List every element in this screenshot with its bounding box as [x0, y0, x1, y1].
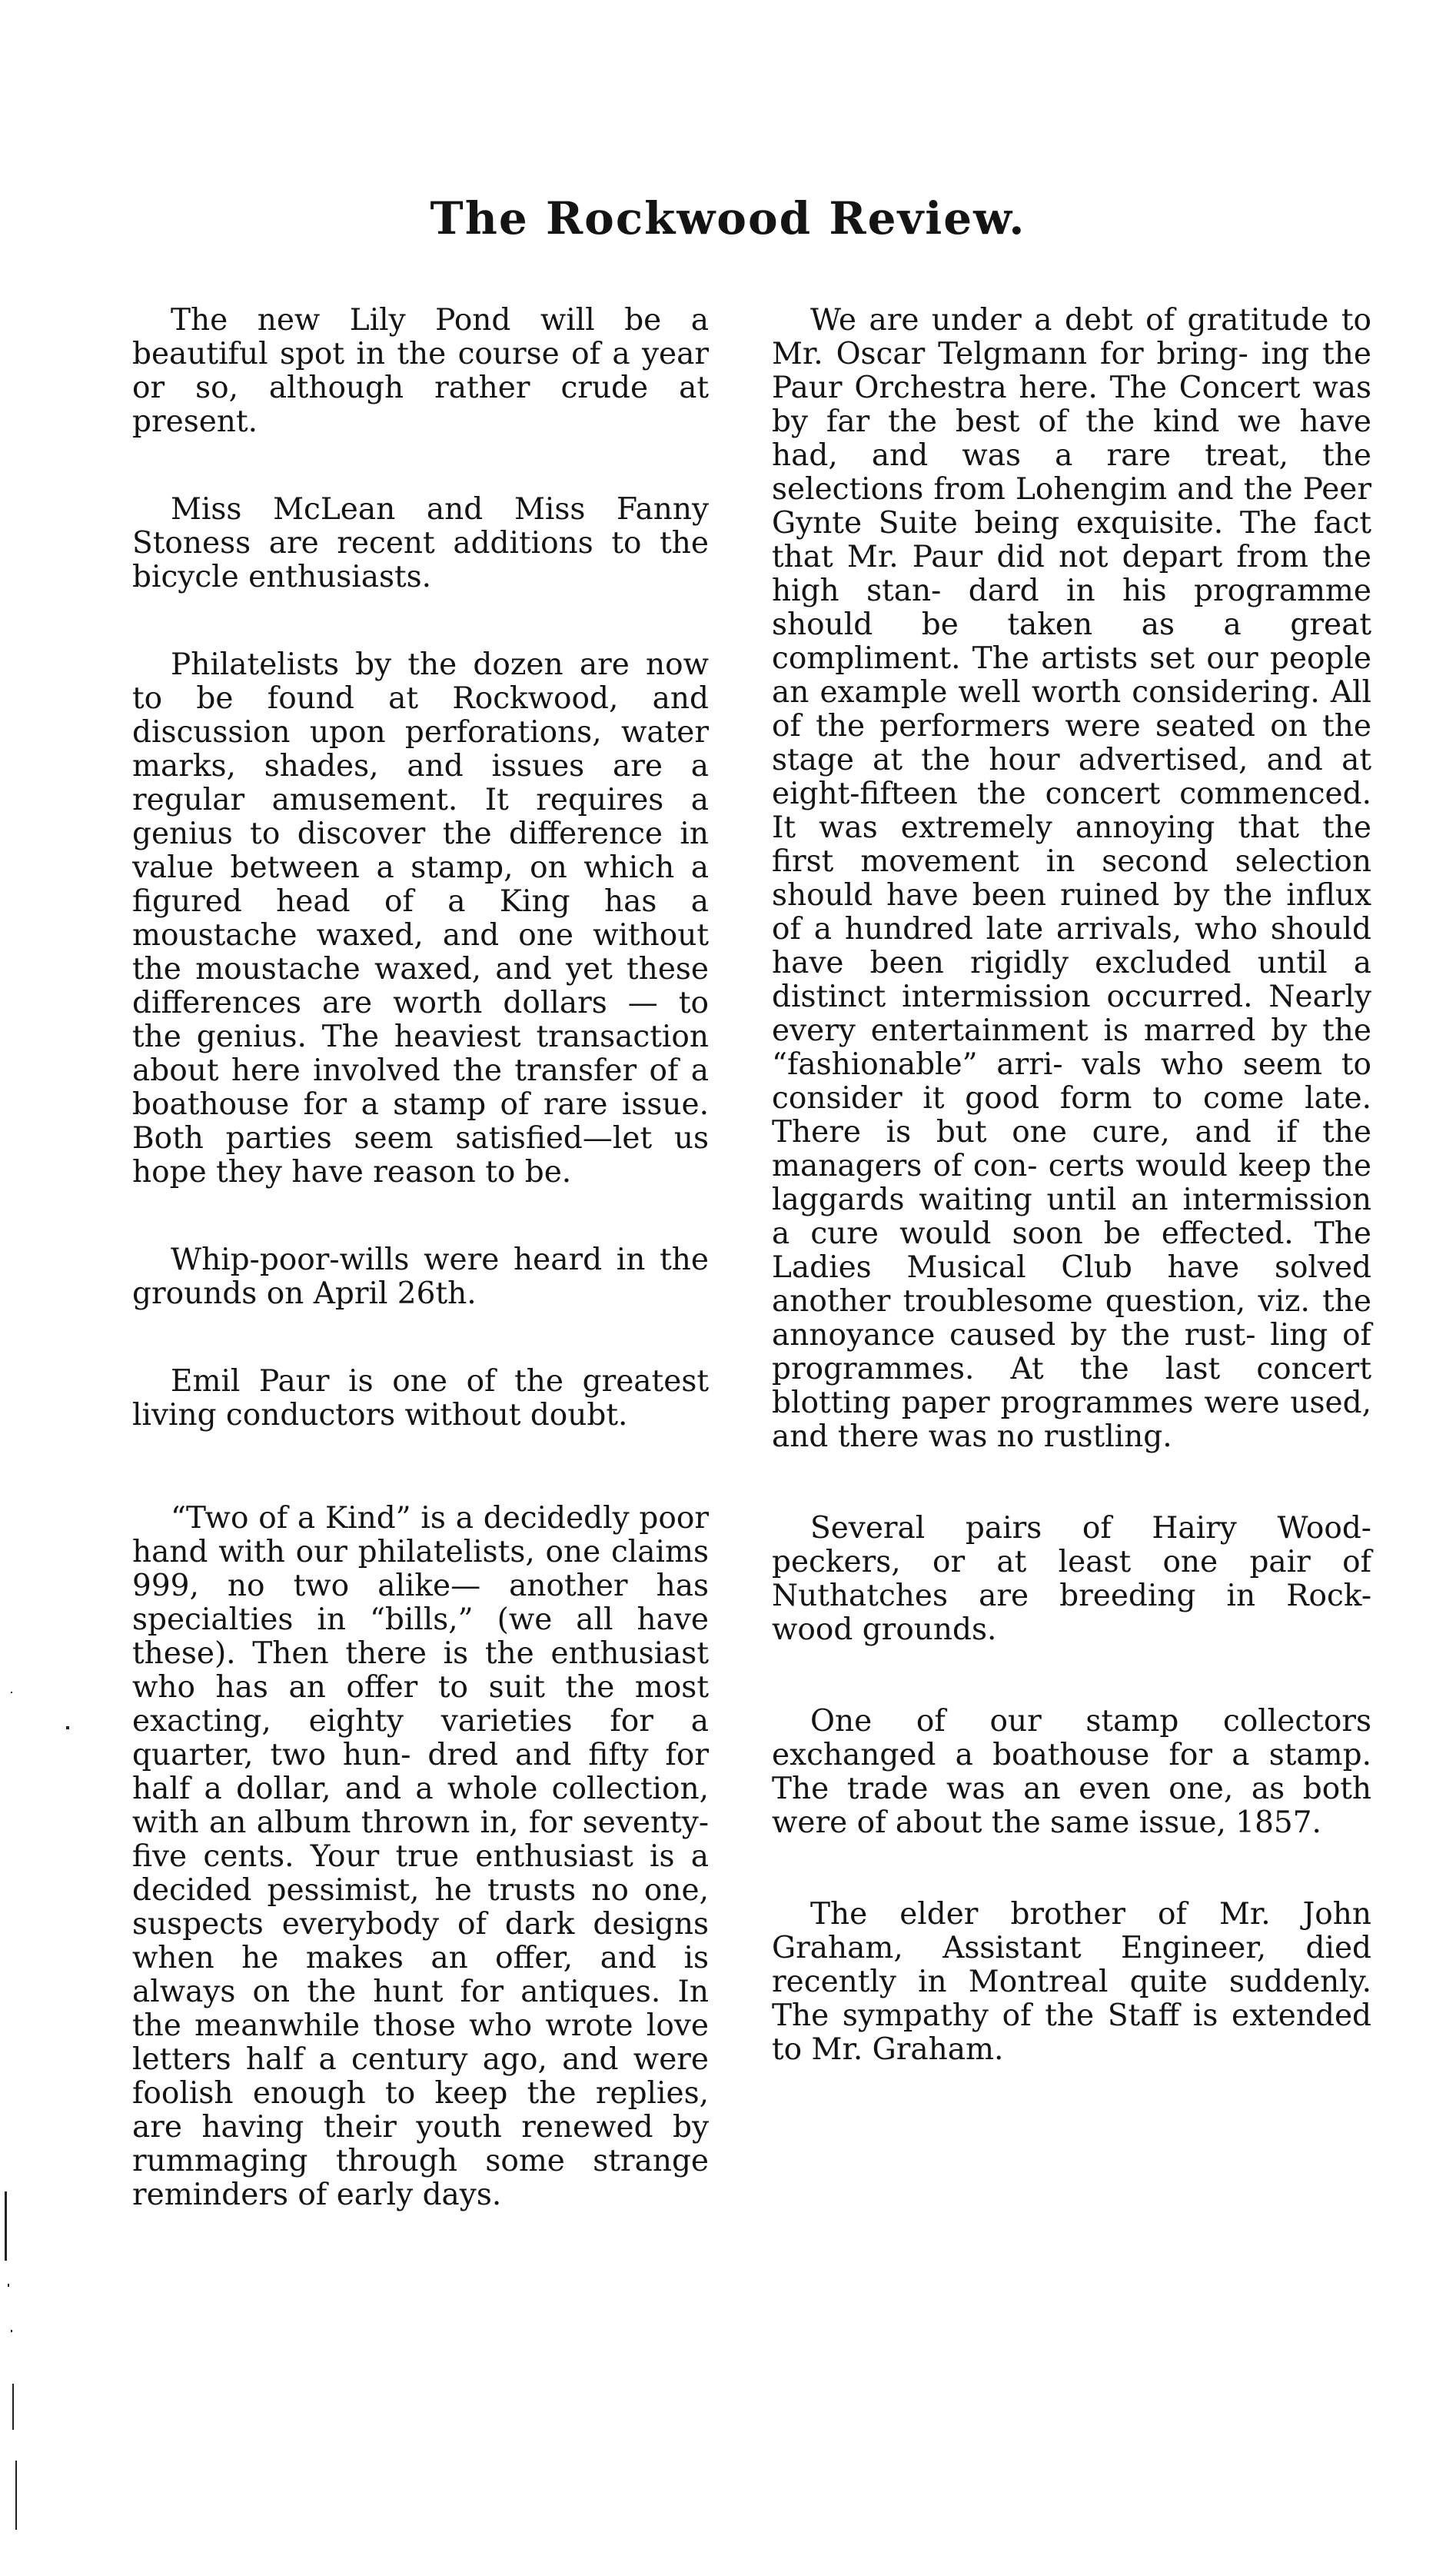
paragraph-paur-orchestra: We are under a debt of gratitude to Mr. Oscar Telgmann for bring- ing the Paur Orchestra here. The Concert was by far the best of the kind we have had, and was a rare treat, the selections from Lohengim and the Peer Gynte Suite being exquisite. The fact that Mr. Paur did not depart from the high stan- dard in his programme should be taken as a great compliment. The artists set our people an example well worth considering. All of the performers were seated on the stage at the hour advertised, and at eight-fifteen the concert commenced. It was extremely annoying that the first movement in second selection should have been ruined by the influx of a hundred late arrivals, who should have been rigidly excluded until a distinct intermission occurred. Nearly every entertainment is marred by the “fashionable” arri- vals who seem to consider it good form to come late. There is but one cure, and if the managers of con- certs would keep the laggards waiting until an intermission a cure would soon be effected. The Ladies Musical Club have solved another troublesome question, viz. the annoyance caused by the rust- ling of programmes. At the last concert blotting paper programmes were used, and there was no rustling. — [772, 303, 1371, 1454]
paragraph-stamp-collectors: One of our stamp collectors exchanged a boathouse for a stamp. The trade was an even one, as both were of about the same issue, 1857. — [772, 1704, 1371, 1840]
paragraph-two-of-a-kind: “Two of a Kind” is a decidedly poor hand with our philatelists, one claims 999, no two alike— another has specialties in “bills,” (we all have these). Then there is the enthusiast who has an offer to suit the most exacting, eighty varieties for a quarter, two hun- dred and fifty for half a dollar, and a whole collection, with an album thrown in, for seventy-five cents. Your true enthusiast is a decided pessimist, he trusts no one, suspects everybody of dark designs when he makes an offer, and is always on the hunt for antiques. In the meanwhile those who wrote love letters half a century ago, and were foolish enough to keep the replies, are having their youth renewed by rummaging through some strange reminders of early days. — [132, 1501, 709, 2212]
paragraph-lily-pond: The new Lily Pond will be a beautiful spot in the course of a year or so, although rather crude at present. — [132, 303, 709, 439]
left-column — [132, 304, 709, 2212]
page-title: The Rockwood Review. — [430, 192, 1026, 245]
paragraph-philatelists: Philatelists by the dozen are now to be found at Rockwood, and discussion upon perforations, water marks, shades, and issues are a regular amusement. It requires a genius to discover the difference in value between a stamp, on which a figured head of a King has a moustache waxed, and one without the moustache waxed, and yet these differences are worth dollars — to the genius. The heaviest transaction about here involved the transfer of a boathouse for a stamp of rare issue. Both parties seem satisfied—let us hope they have reason to be. — [132, 647, 709, 1190]
paragraph-whip-poor-wills: Whip-poor-wills were heard in the grounds on April 26th. — [132, 1243, 709, 1311]
paragraph-woodpeckers: Several pairs of Hairy Wood- peckers, or at least one pair of Nuthatches are breeding in Rock- wood grounds. — [772, 1511, 1371, 1647]
paragraph-graham: The elder brother of Mr. John Graham, Assistant Engineer, died recently in Montreal quite suddenly. The sympathy of the Staff is extended to Mr. Graham. — [772, 1897, 1371, 2067]
margin-specks — [0, 1692, 31, 2569]
paragraph-emil-paur: Emil Paur is one of the greatest living conductors without doubt. — [132, 1364, 709, 1433]
right-column — [772, 304, 1371, 2067]
paragraph-bicycle-enthusiasts: Miss McLean and Miss Fanny Stoness are recent additions to the bicycle enthusiasts. — [132, 492, 709, 594]
